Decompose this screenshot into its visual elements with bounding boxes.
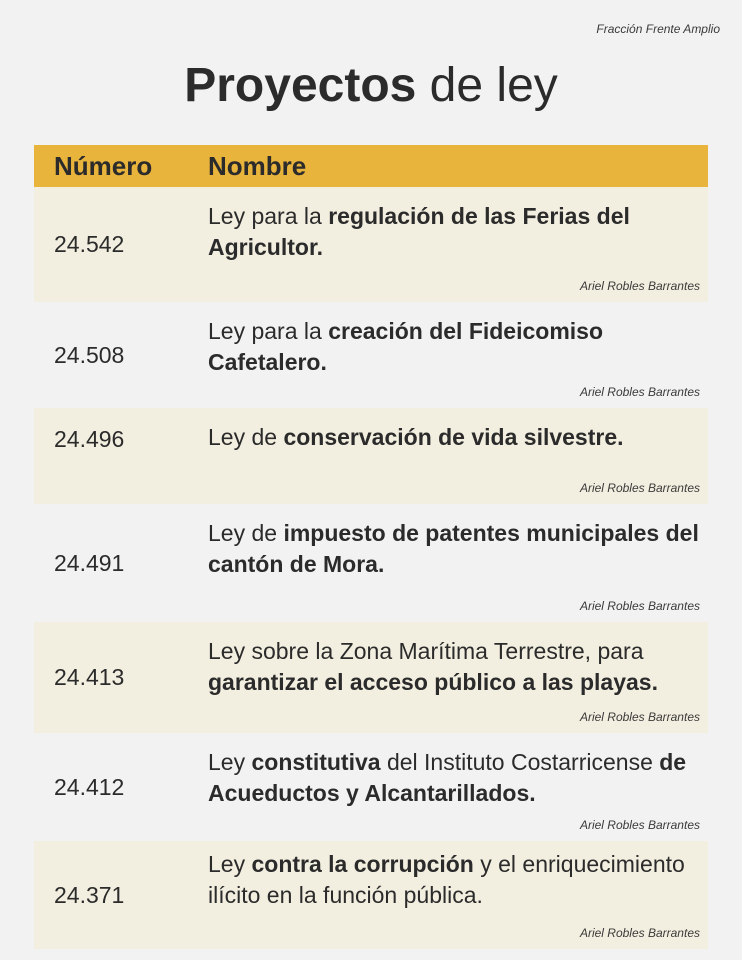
bills-table [34,145,708,949]
bill-name-part: Ley sobre la Zona Marítima Terrestre, para [208,638,644,664]
bill-name-bold-part: constitutiva [251,749,381,775]
table-row [34,408,708,504]
bill-name-part: Ley [208,851,252,877]
bill-number: 24.413 [54,664,125,690]
bill-number: 24.371 [54,881,125,908]
bill-name-bold-part: de Acueductos y Alcantarillados. [208,749,687,806]
bill-number: 24.508 [54,341,125,368]
bill-number: 24.412 [54,773,125,800]
title-light: de ley [416,59,558,112]
bill-number: 24.491 [54,549,125,576]
bill-name-part: Ley para la [208,318,329,344]
table-row [34,302,708,408]
bill-author: Ariel Robles Barrantes [579,926,700,940]
bill-author: Ariel Robles Barrantes [579,599,700,613]
table-row [34,622,708,733]
bill-number: 24.542 [54,231,125,257]
bill-author: Ariel Robles Barrantes [579,481,700,495]
bill-name-part: Ley de [208,520,284,546]
bill-name-bold-part: conservación de vida silvestre. [283,424,624,450]
table-row [34,504,708,622]
bill-name-bold-part: garantizar el acceso público a las playas. [208,669,658,695]
faction-label: Fracción Frente Amplio [596,22,720,36]
bill-name-part: Ley [208,749,252,775]
bill-name-part: Ley para la [208,203,329,229]
bill-name-part: Ley de [208,424,284,450]
title-bold: Proyectos [184,59,417,112]
bill-name-bold-part: contra la corrupción [251,851,474,877]
bill-name-bold-part: regulación de las Ferias del Agricultor. [208,203,630,260]
bill-name-bold-part: impuesto de patentes municipales del cantón de Mora. [208,520,699,577]
table-row [34,187,708,302]
bill-author: Ariel Robles Barrantes [579,818,700,832]
bill-number: 24.496 [54,426,125,452]
bill-name-bold-part: creación del Fideicomiso Cafetalero. [208,318,604,375]
table-header [34,145,708,187]
table-row [34,733,708,841]
bill-name-part: y el enriquecimiento ilícito en la función pública. [208,851,685,908]
bill-author: Ariel Robles Barrantes [579,710,700,724]
table-row [34,841,708,949]
header-name: Nombre [208,150,307,181]
header-number: Número [54,150,153,181]
page-title [0,56,742,116]
bill-author: Ariel Robles Barrantes [579,279,700,293]
bill-author: Ariel Robles Barrantes [579,385,700,399]
bill-name-part: del Instituto Costarricense [380,749,660,775]
